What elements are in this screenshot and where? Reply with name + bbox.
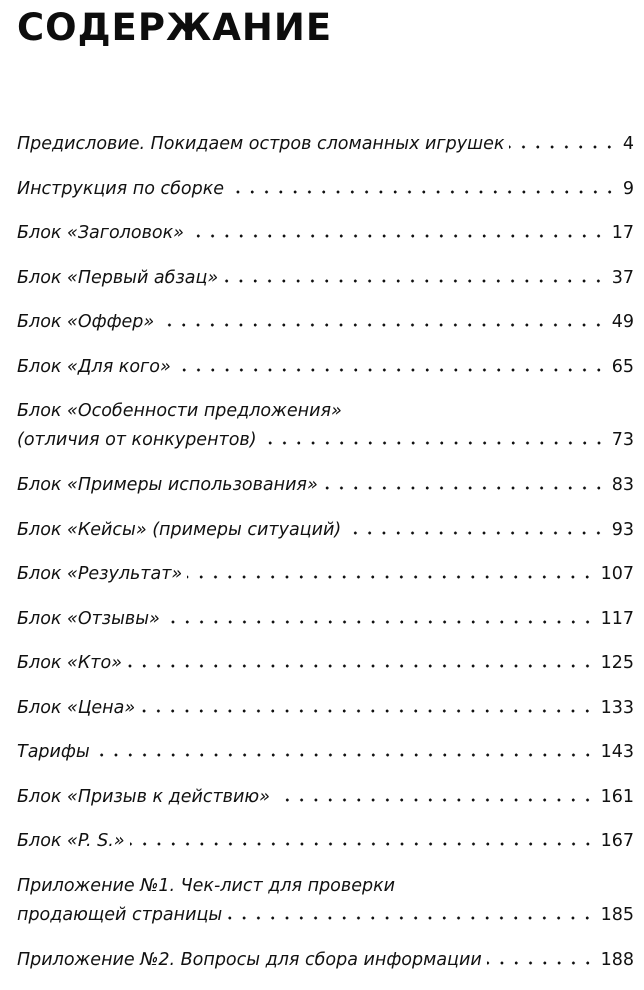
dot-leader xyxy=(95,753,595,757)
dot-leader xyxy=(223,279,606,283)
toc-entry xyxy=(17,397,634,471)
toc-page-number: 161 xyxy=(601,783,634,812)
dot-leader xyxy=(127,664,595,668)
toc-entry xyxy=(17,308,634,353)
toc-entry-row xyxy=(17,264,634,293)
toc-entry-label: Приложение №1. Чек-лист для проверки xyxy=(17,872,634,901)
dot-leader xyxy=(189,234,606,238)
toc-entry-row xyxy=(17,175,634,204)
toc-entry-row xyxy=(17,219,634,248)
toc-page-number: 9 xyxy=(623,175,634,204)
toc-entry-label: продающей страницы xyxy=(17,901,222,930)
toc-entry-row xyxy=(17,827,634,856)
toc-entry-label: Блок «Первый абзац» xyxy=(17,264,218,293)
dot-leader xyxy=(130,842,595,846)
toc-entry xyxy=(17,783,634,828)
toc-entry-label: Инструкция по сборке xyxy=(17,175,224,204)
toc-page-number: 107 xyxy=(601,560,634,589)
table-of-contents xyxy=(17,130,634,990)
toc-entry-label: Блок «Результат» xyxy=(17,560,182,589)
toc-page-number: 188 xyxy=(601,946,634,975)
page-title: СОДЕРЖАНИЕ xyxy=(17,2,332,54)
toc-entry-row xyxy=(17,426,634,455)
dot-leader xyxy=(275,798,595,802)
toc-entry xyxy=(17,605,634,650)
toc-entry-row xyxy=(17,649,634,678)
toc-entry xyxy=(17,219,634,264)
dot-leader xyxy=(227,916,594,920)
toc-entry-label: (отличия от конкурентов) xyxy=(17,426,257,455)
toc-entry xyxy=(17,471,634,516)
dot-leader xyxy=(176,368,606,372)
dot-leader xyxy=(346,531,606,535)
toc-entry-label: Приложение №2. Вопросы для сбора информации xyxy=(17,946,482,975)
toc-entry xyxy=(17,264,634,309)
toc-page-number: 37 xyxy=(612,264,634,293)
toc-entry-row xyxy=(17,353,634,382)
toc-entry-label: Блок «Оффер» xyxy=(17,308,154,337)
toc-entry xyxy=(17,130,634,175)
toc-entry-label: Блок «P. S.» xyxy=(17,827,125,856)
toc-entry xyxy=(17,649,634,694)
toc-entry-label: Блок «Заголовок» xyxy=(17,219,184,248)
toc-entry-row xyxy=(17,901,634,930)
toc-entry-label: Предисловие. Покидаем остров сломанных игрушек xyxy=(17,130,504,159)
toc-page-number: 117 xyxy=(601,605,634,634)
toc-entry xyxy=(17,694,634,739)
toc-page-number: 73 xyxy=(612,426,634,455)
toc-entry-row xyxy=(17,308,634,337)
toc-page-number: 4 xyxy=(623,130,634,159)
toc-entry-row xyxy=(17,130,634,159)
dot-leader xyxy=(159,323,606,327)
dot-leader xyxy=(165,620,595,624)
toc-entry-label: Блок «Кейсы» (примеры ситуаций) xyxy=(17,516,341,545)
toc-page-number: 143 xyxy=(601,738,634,767)
toc-entry-label: Блок «Кто» xyxy=(17,649,122,678)
toc-page-number: 167 xyxy=(601,827,634,856)
toc-entry xyxy=(17,353,634,398)
toc-page-number: 49 xyxy=(612,308,634,337)
toc-entry-row xyxy=(17,946,634,975)
dot-leader xyxy=(262,441,606,445)
toc-page-number: 17 xyxy=(612,219,634,248)
dot-leader xyxy=(229,190,617,194)
toc-entry-label: Блок «Для кого» xyxy=(17,353,171,382)
dot-leader xyxy=(509,145,616,149)
toc-entry xyxy=(17,560,634,605)
toc-entry xyxy=(17,872,634,946)
dot-leader xyxy=(187,575,594,579)
toc-page-number: 93 xyxy=(612,516,634,545)
toc-entry-row xyxy=(17,738,634,767)
toc-entry-label: Блок «Цена» xyxy=(17,694,135,723)
toc-entry-label: Блок «Особенности предложения» xyxy=(17,397,634,426)
toc-page-number: 83 xyxy=(612,471,634,500)
toc-page-number: 185 xyxy=(601,901,634,930)
toc-entry xyxy=(17,827,634,872)
toc-entry xyxy=(17,946,634,990)
toc-page-number: 125 xyxy=(601,649,634,678)
toc-page-number: 133 xyxy=(601,694,634,723)
toc-entry-label: Тарифы xyxy=(17,738,90,767)
dot-leader xyxy=(487,961,595,965)
toc-entry-row xyxy=(17,516,634,545)
toc-entry-row xyxy=(17,783,634,812)
toc-entry xyxy=(17,738,634,783)
toc-entry-label: Блок «Примеры использования» xyxy=(17,471,318,500)
toc-entry xyxy=(17,516,634,561)
toc-entry-label: Блок «Призыв к действию» xyxy=(17,783,270,812)
toc-entry xyxy=(17,175,634,220)
dot-leader xyxy=(140,709,594,713)
toc-entry-label: Блок «Отзывы» xyxy=(17,605,160,634)
toc-entry-row xyxy=(17,560,634,589)
toc-page-number: 65 xyxy=(612,353,634,382)
dot-leader xyxy=(323,486,606,490)
toc-entry-row xyxy=(17,605,634,634)
toc-entry-row xyxy=(17,694,634,723)
toc-entry-row xyxy=(17,471,634,500)
